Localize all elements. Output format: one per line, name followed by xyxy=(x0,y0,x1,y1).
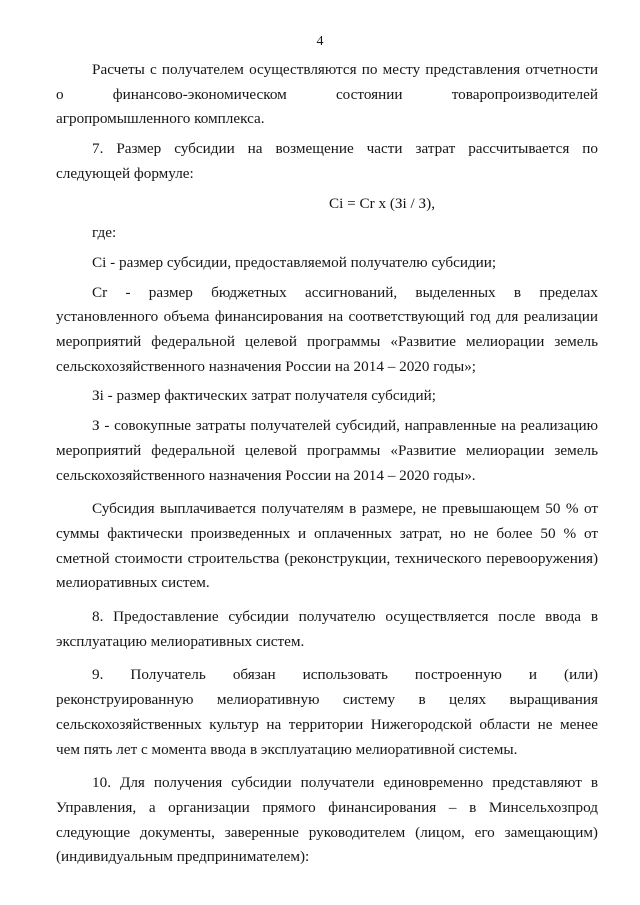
paragraph-9-obligation: 9. Получатель обязан использовать построенную и (или) реконструированную мелиоративную систему в целях выращивания сельскохозяйственных культур на территории Нижегородской области не менее чем пять лет с момента ввода в эксплуатацию мелиоративной системы. xyxy=(56,666,598,758)
formula-where: где: xyxy=(92,224,117,242)
definition-cr: Cr - размер бюджетных ассигнований, выделенных в пределах установленного объема финансирования на соответствующий год для реализации мероприятий федеральной целевой программы «Развитие мелиорации земель сельскохозяйственного назначения России на 2014 – 2020 годы»; xyxy=(56,283,598,375)
paragraph-10-documents: 10. Для получения субсидии получатели единовременно представляют в Управления, а организации прямого финансирования – в Минсельхозпрод следующие документы, заверенные руководителем (лицом, его замещающим) (индивидуальным предпринимателем): xyxy=(56,774,598,866)
document-body xyxy=(56,58,598,870)
paragraph-settlements: Расчеты с получателем осуществляются по месту представления отчетности о финансово-экономическом состоянии товаропроизводителей агропромышленного комплекса. xyxy=(56,61,598,128)
paragraph-7-subsidy-size: 7. Размер субсидии на возмещение части затрат рассчитывается по следующей формуле: xyxy=(56,140,598,182)
page-number: 4 xyxy=(316,34,324,49)
paragraph-8-provision: 8. Предоставление субсидии получателю осуществляется после ввода в эксплуатацию мелиоративных систем. xyxy=(56,608,598,650)
definition-ci: Ci - размер субсидии, предоставляемой получателю субсидии; xyxy=(92,253,497,271)
definition-zi: Зi - размер фактических затрат получателя субсидий; xyxy=(92,387,436,405)
subsidy-formula: Ci = Cr x (Зi / З), xyxy=(328,194,436,212)
definition-z: З - совокупные затраты получателей субсидий, направленные на реализацию мероприятий федеральной целевой программы «Развитие мелиорации земель сельскохозяйственного назначения России на 2014 – 2020 годы». xyxy=(56,417,598,484)
paragraph-subsidy-limit: Субсидия выплачивается получателям в размере, не превышающем 50 % от суммы фактически произведенных и оплаченных затрат, но не более 50 % от сметной стоимости строительства (реконструкции, технического перевооружения) мелиоративных систем. xyxy=(56,500,598,592)
